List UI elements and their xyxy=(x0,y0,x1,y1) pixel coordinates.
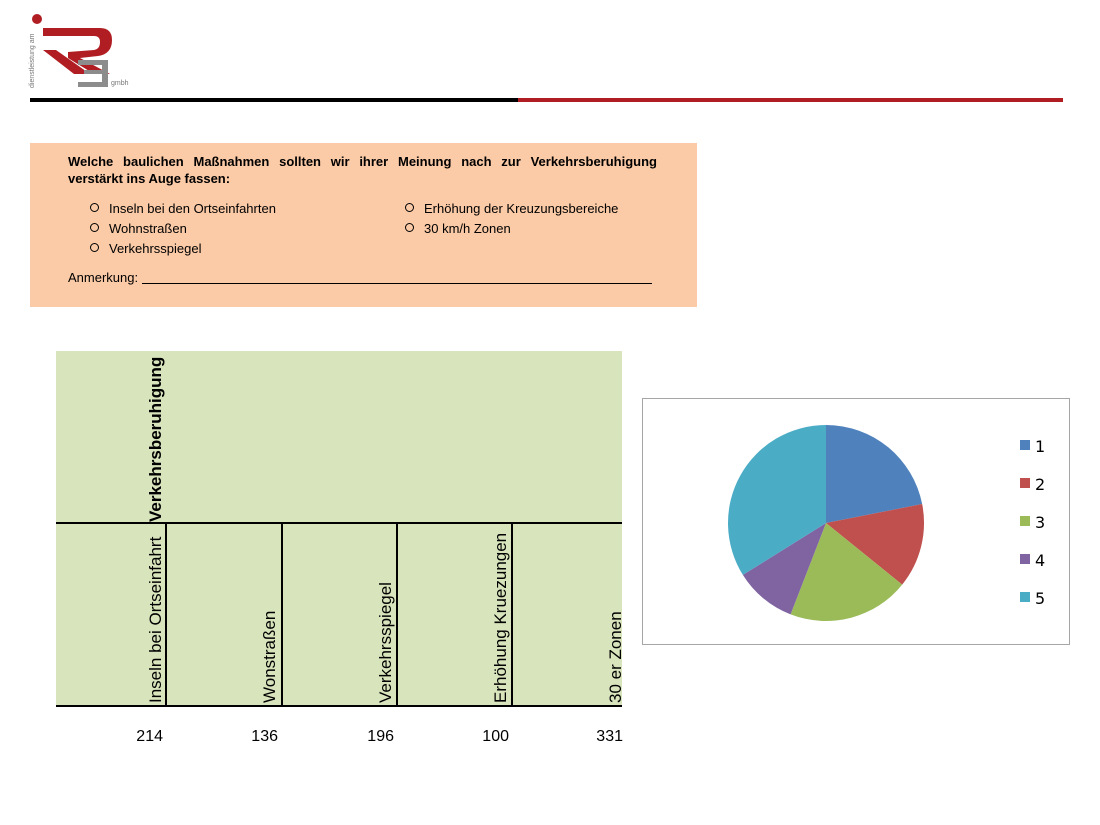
column-header-verkehrsspiegel: Verkehrsspiegel xyxy=(376,582,395,703)
logo-tagline: dienstleistung am xyxy=(29,33,36,88)
column-header-wonstrassen: Wonstraßen xyxy=(260,610,279,703)
column-divider xyxy=(396,523,398,706)
legend-label-2: 2 xyxy=(1035,475,1046,494)
column-header-kreuzungen: Erhöhung Kruezungen xyxy=(491,532,510,703)
table-divider-bottom xyxy=(56,705,622,707)
count-value: 136 xyxy=(251,728,278,745)
legend-swatch-2 xyxy=(1020,478,1030,488)
column-divider xyxy=(281,523,283,706)
column-header-inseln: Inseln bei Ortseinfahrt xyxy=(146,536,165,703)
count-value: 196 xyxy=(367,728,394,745)
option-kreuzungsbereiche: Erhöhung der Kreuzungsbereiche xyxy=(405,201,618,216)
option-verkehrsspiegel: Verkehrsspiegel xyxy=(90,241,202,256)
header-rule-black xyxy=(30,98,518,102)
column-header-30er-zonen: 30 er Zonen xyxy=(606,611,625,703)
legend-swatch-3 xyxy=(1020,516,1030,526)
option-wohnstrassen: Wohnstraßen xyxy=(90,221,187,236)
option-inseln: Inseln bei den Ortseinfahrten xyxy=(90,201,276,216)
radio-bullet-icon xyxy=(90,243,99,252)
radio-bullet-icon xyxy=(405,223,414,232)
column-divider xyxy=(511,523,513,706)
pie-chart xyxy=(642,398,1070,645)
legend-label-4: 4 xyxy=(1035,551,1046,570)
option-30-zonen: 30 km/h Zonen xyxy=(405,221,511,236)
remark-label: Anmerkung: xyxy=(68,270,139,285)
legend-swatch-4 xyxy=(1020,554,1030,564)
table-title: Verkehrsberuhigung xyxy=(146,356,165,522)
count-value: 100 xyxy=(482,728,509,745)
table-divider-top xyxy=(56,522,622,524)
legend-label-3: 3 xyxy=(1035,513,1046,532)
question-text: Welche baulichen Maßnahmen sollten wir ihrer Meinung nach zur Verkehrsberuhigung verstärkt ins Auge fassen: xyxy=(68,154,657,186)
count-value: 331 xyxy=(596,728,623,745)
results-table xyxy=(56,351,622,706)
radio-bullet-icon xyxy=(405,203,414,212)
remark-row xyxy=(68,270,652,285)
remark-line xyxy=(142,271,652,284)
legend-label-1: 1 xyxy=(1035,437,1046,456)
legend-swatch-5 xyxy=(1020,592,1030,602)
legend-label-5: 5 xyxy=(1035,589,1046,608)
logo-suffix: gmbh xyxy=(111,80,129,87)
radio-bullet-icon xyxy=(90,203,99,212)
header-rule-red xyxy=(518,98,1063,102)
count-value: 214 xyxy=(136,728,163,745)
radio-bullet-icon xyxy=(90,223,99,232)
legend-swatch-1 xyxy=(1020,440,1030,450)
